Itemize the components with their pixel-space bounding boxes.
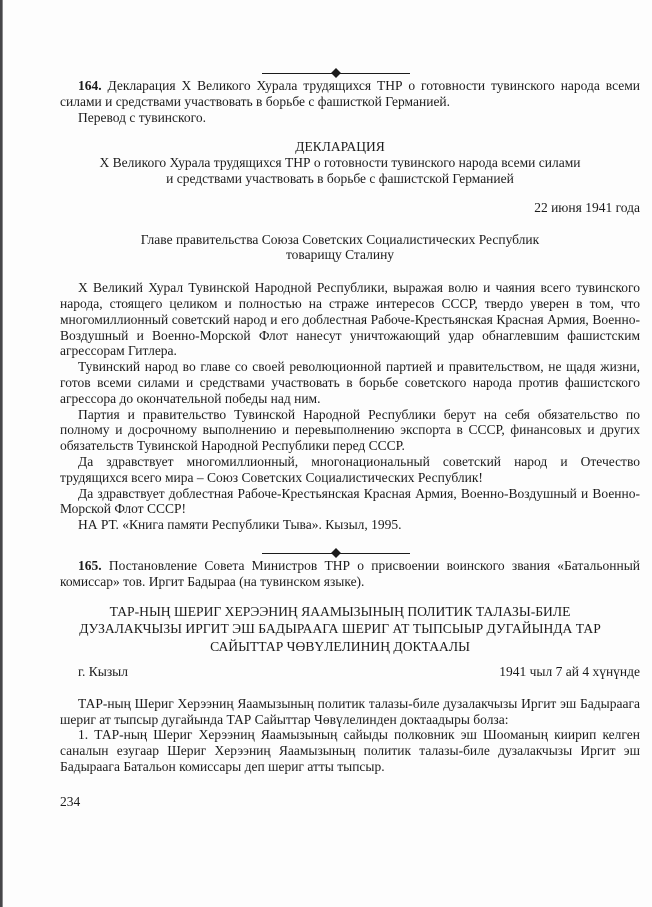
decree-paragraph-1: ТАР-ның Шериг Херээниң Яаамызының политик талазы-биле дузалакчызы Иргит эш Бадыраага шериг ат тыпсыр дугайында ТАР Сайыттар Чөвүлелинден доктаадыры болза: <box>60 695 640 727</box>
decree-place: г. Кызыл <box>78 664 128 680</box>
decree-paragraph-2: 1. ТАР-ның Шериг Херээниң Яаамызының сайыды полковник эш Шооманың киирип келген саналын езугаар Шериг Херээниң Яаамызының политик талазы-биле дузалакчызы Иргит эш Бадыраага Батальон комиссары деп шериг атты тыпсыр. <box>60 727 640 774</box>
declaration-paragraph-2: Тувинский народ во главе со своей революционной партией и правительством, не щадя жизни, готов всеми силами и средствами участвовать в борьбе советского народа против фашистского агрессора до окончательной победы над ним. <box>60 359 640 406</box>
addressee-line-2: товарищу Сталину <box>285 247 395 263</box>
doc-165-heading-text: Постановление Совета Министров ТНР о присвоении воинского звания «Батальонный комиссар» тов. Иргит Бадыраа (на тувинском языке). <box>60 557 640 589</box>
doc-165-heading <box>60 558 640 590</box>
addressee-block <box>60 232 640 264</box>
addressee-line-1: Главе правительства Союза Советских Социалистических Республик <box>140 231 540 247</box>
page-content <box>60 68 640 810</box>
decree-title-line-3: САЙЫТТАР ЧӨВҮЛЕЛИНИҢ ДОКТААЛЫ <box>210 638 470 654</box>
section-separator <box>262 68 410 78</box>
translation-note: Перевод с тувинского. <box>78 109 206 125</box>
diamond-icon <box>331 68 341 78</box>
diamond-icon <box>331 548 341 558</box>
decree-title-line-1: ТАР-НЫҢ ШЕРИГ ХЕРЭЭНИҢ ЯААМЫЗЫНЫҢ ПОЛИТИК ТАЛАЗЫ-БИЛЕ <box>109 603 571 619</box>
declaration-date: 22 июня 1941 года <box>534 199 640 215</box>
declaration-body <box>60 280 640 517</box>
declaration-paragraph-3: Партия и правительство Тувинской Народной Республики берут на себя обязательство по полному и досрочному выполнению и перевыполнению экспорта в СССР, финансовых и других обязательств Тувинской Народной Республики перед СССР. <box>60 406 640 454</box>
doc-165-number: 165. <box>78 557 102 573</box>
decree-title-line-2: ДУЗАЛАКЧЫЗЫ ИРГИТ ЭШ БАДЫРААГА ШЕРИГ АТ ТЫПСЫЫР ДУГАЙЫНДА ТАР <box>79 621 601 637</box>
section-separator <box>262 548 410 558</box>
declaration-subtitle-line-2: и средствами участвовать в борьбе с фашистской Германией <box>166 170 514 186</box>
doc-164-heading-text: Декларация X Великого Хурала трудящихся ТНР о готовности тувинского народа всеми силами и средствами участвовать в борьбе с фашисткой Германией. <box>60 78 640 109</box>
place-date-row <box>60 664 640 680</box>
declaration-title-block <box>60 139 640 186</box>
declaration-title: ДЕКЛАРАЦИЯ <box>295 139 385 155</box>
scan-edge-strip <box>0 0 3 907</box>
page-number: 234 <box>60 793 81 809</box>
doc-164-heading <box>60 78 640 110</box>
decree-body <box>60 696 640 775</box>
doc-164-number: 164. <box>78 78 102 93</box>
declaration-paragraph-4: Да здравствует многомиллионный, многонациональный советский народ и Отечество трудящихся всего мира – Союз Советских Социалистических Республик! <box>60 453 640 485</box>
declaration-subtitle-line-1: X Великого Хурала трудящихся ТНР о готовности тувинского народа всеми силами <box>99 155 581 171</box>
decree-title-block <box>60 603 640 656</box>
decree-date: 1941 чыл 7 ай 4 хүнүнде <box>499 664 640 680</box>
declaration-paragraph-1: X Великий Хурал Тувинской Народной Республики, выражая волю и чаяния всего тувинского народа, стоящего целиком и полностью на страже интересов СССР, твердо уверен в том, что многомиллионный советский народ и его доблестная Рабоче-Крестьянская Красная Армия, Военно-Воздушный и Военно-Морской Флот нанесут уничтожающий удар обнаглевшим фашистским агрессорам Гитлера. <box>60 280 640 359</box>
archive-source: НА РТ. «Книга памяти Республики Тыва». Кызыл, 1995. <box>78 517 402 533</box>
declaration-paragraph-5: Да здравствует доблестная Рабоче-Крестьянская Красная Армия, Военно-Воздушный и Военно-Морской Флот СССР! <box>60 485 640 517</box>
